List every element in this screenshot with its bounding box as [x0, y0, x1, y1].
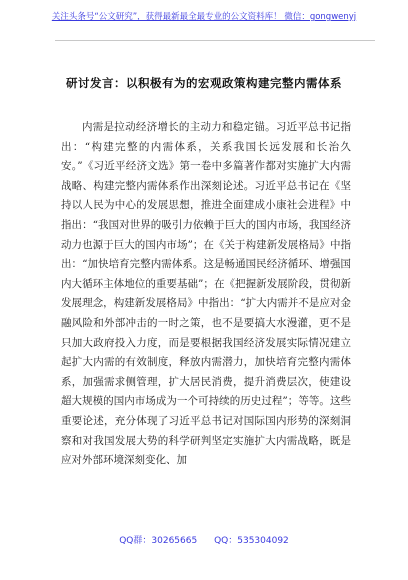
- footer-qq-number: QQ：535304092: [214, 536, 289, 546]
- header-banner[interactable]: 关注头条号“公文研究”，获得最新最全最专业的公文资料库！ 微信：gongwenyj: [51, 12, 357, 22]
- document-title: 研讨发言：以积极有为的宏观政策构建完整内需体系: [66, 76, 342, 90]
- body-paragraph: 内需是拉动经济增长的主动力和稳定锚。习近平总书记指出：“构建完整的内需体系，关系我国长远发展和长治久安。”《习近平经济文选》第一卷中多篇著作都对实施扩大内需战略、构建完整内需体系作出深刻论述。习近平总书记在《坚持以人民为中心的发展思想，推进全面建成小康社会进程》中指出：“我国对世界的吸引力依赖于巨大的国内市场，我国经济动力也源于巨大的国内市场”；在《关于构建新发展格局》中指出：“加快培育完整内需体系。这是畅通国民经济循环、增强国内大循环主体地位的重要基础”；在《把握新发展阶段，贯彻新发展理念，构建新发展格局》中指出：“扩大内需并不是应对金融风险和外部冲击的一时之策，也不是要搞大水漫灌，更不是只加大政府投入力度，而是要根据我国经济发展实际情况建立起扩大内需的有效制度，释放内需潜力，加快培育完整内需体系，加强需求侧管理，扩大居民消费，提升消费层次，使建设超大规模的国内市场成为一个可持续的历史过程”；等等。这些重要论述，充分体现了习近平总书记对国际国内形势的深刻洞察和对我国发展大势的科学研判坚定实施扩大内需战略，既是应对外部环境深刻变化、加: [61, 121, 351, 467]
- footer-contacts: [0, 533, 408, 546]
- footer-qq-group: QQ群：30265665: [119, 536, 198, 546]
- document-body: [61, 118, 351, 471]
- header-divider: [55, 40, 375, 41]
